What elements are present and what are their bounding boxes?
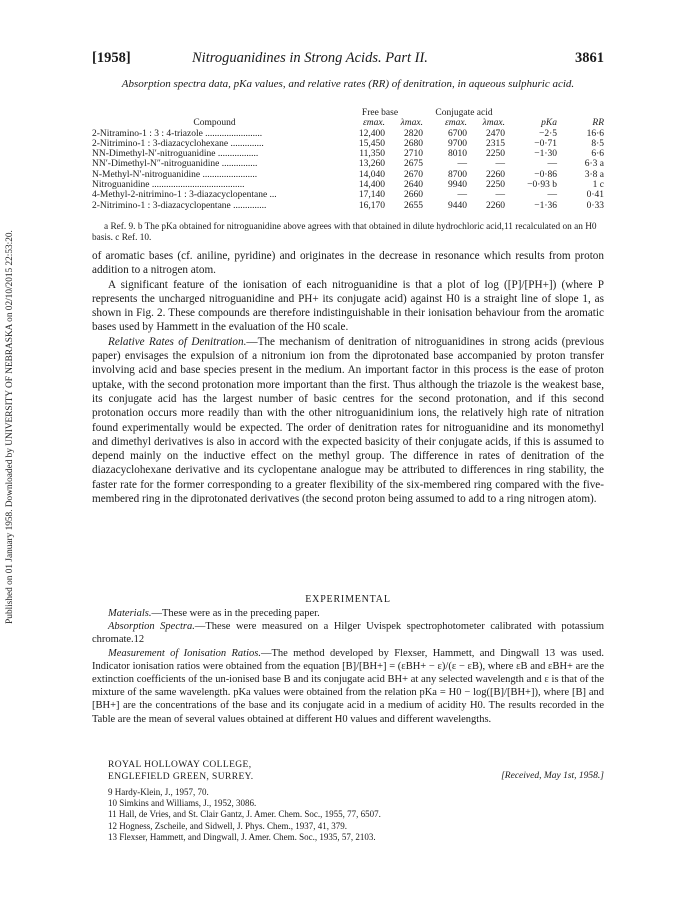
reference-item: 13 Flexser, Hammett, and Dingwall, J. Amer. Chem. Soc., 1935, 57, 2103. bbox=[108, 831, 376, 842]
col-emax: εmax. bbox=[363, 118, 385, 129]
running-header bbox=[92, 50, 604, 68]
run-in-heading: Measurement of Ionisation Ratios. bbox=[108, 647, 261, 659]
run-in-heading: Materials. bbox=[108, 608, 152, 619]
col-lmax: λmax. bbox=[482, 118, 505, 129]
section-run-in-heading: Relative Rates of Denitration. bbox=[108, 335, 247, 348]
paragraph: of aromatic bases (cf. aniline, pyridine) and originates in the decrease in resonance which results from proton addition to a nitrogen atom. bbox=[92, 250, 604, 277]
group-free-base: Free base bbox=[361, 108, 399, 118]
col-pka: pKa bbox=[541, 118, 557, 129]
paragraph: Measurement of Ionisation Ratios.—The method developed by Flexser, Hammett, and Dingwall 13 was used. Indicator ionisation ratios were obtained from the equation [B]/[BH+] = (εBH+ − ε)/(ε − εB), where εB and εBH+ are the extinction coefficients of the un-ionised base B and its conjugate acid BH+ at any selected wavelength and ε is that of the mixture of the same wavelength. pKa values were obtained from the relation pKa = H0 − log([B]/[BH+]), where [B] and [BH+] are the concentrations of the base and its conjugate acid in a medium of acidity H0. The results recorded in the Table are the mean of several values obtained at different H0 values and different wavelengths. bbox=[92, 647, 604, 725]
col-compound: Compound bbox=[193, 118, 236, 129]
affiliation: ROYAL HOLLOWAY COLLEGE, ENGLEFIELD GREEN, SURREY. bbox=[108, 760, 254, 782]
paragraph: Materials.—These were as in the preceding paper. bbox=[108, 608, 320, 619]
col-emax: εmax. bbox=[445, 118, 467, 129]
run-in-heading: Absorption Spectra. bbox=[108, 621, 195, 633]
reference-item: 12 Hogness, Zscheile, and Sidwell, J. Phys. Chem., 1937, 41, 379. bbox=[108, 820, 347, 831]
section-heading: EXPERIMENTAL bbox=[305, 594, 391, 605]
body-text bbox=[92, 249, 604, 506]
paragraph: A significant feature of the ionisation of each nitroguanidine is that a plot of log ([P]/[PH+]) (where P represents the uncharged nitroguanidine and PH+ its conjugate acid) against H0 is a straight line of slope 1, as shown in Fig. 2. These compounds are therefore indistinguishable in their ionisation behaviour from the aromatic bases used by Hammett in the evaluation of the H0 scale. bbox=[92, 278, 604, 334]
page-number: 3861 bbox=[575, 50, 604, 66]
table-row: Nitroguanidine ....................................... 14,400 2640 9940 2250 −0·93 b 1 c bbox=[92, 180, 604, 191]
col-rr: RR bbox=[592, 118, 604, 129]
table-row: 4-Methyl-2-nitrimino-1 : 3-diazacyclopentane ... 17,140 2660 — — — 0·41 bbox=[92, 190, 604, 201]
col-lmax: λmax. bbox=[400, 118, 423, 129]
experimental-text bbox=[92, 607, 604, 726]
reference-item: 9 Hardy-Klein, J., 1957, 70. bbox=[108, 787, 209, 797]
data-table bbox=[92, 108, 604, 211]
table-caption: Absorption spectra data, pKa values, and relative rates (RR) of denitration, in aqueous sulphuric acid. bbox=[121, 78, 575, 90]
table-group-header bbox=[92, 108, 604, 118]
year-label: [1958] bbox=[92, 50, 131, 66]
group-conjugate-acid: Conjugate acid bbox=[435, 108, 493, 118]
table-column-header bbox=[92, 118, 604, 128]
table-row: NN-Dimethyl-N′-nitroguanidine ................. 11,350 2710 8010 2250 −1·30 6·6 bbox=[92, 149, 604, 160]
table-row: 2-Nitramino-1 : 3 : 4-triazole ........................ 12,400 2820 6700 2470 −2·5 16·6 bbox=[92, 128, 604, 139]
reference-item: 10 Simkins and Williams, J., 1952, 3086. bbox=[108, 798, 257, 809]
table-row: 2-Nitrimino-1 : 3-diazacyclohexane .............. 15,450 2680 9700 2315 −0·71 8·5 bbox=[92, 138, 604, 149]
download-note: Published on 01 January 1958. Downloaded by UNIVERSITY OF NEBRASKA on 02/10/2015 22:53:20. bbox=[5, 230, 15, 624]
received-date: [Received, May 1st, 1958.] bbox=[501, 771, 604, 781]
paragraph: Absorption Spectra.—These were measured on a Hilger Uvispek spectrophotometer calibrated with potassium chromate.12 bbox=[92, 621, 604, 646]
running-title: Nitroguanidines in Strong Acids. Part II. bbox=[192, 50, 428, 66]
table-footnote: a Ref. 9. b The pKa obtained for nitroguanidine above agrees with that obtained in dilute hydrochloric acid,11 recalculated on an H0 basis. c Ref. 10. bbox=[92, 222, 597, 244]
table-row: NN′-Dimethyl-N″-nitroguanidine ............... 13,260 2675 — — — 6·3 a bbox=[92, 159, 604, 170]
table-row: N-Methyl-N′-nitroguanidine ....................... 14,040 2670 8700 2260 −0·86 3·8 a bbox=[92, 169, 604, 180]
download-watermark bbox=[2, 130, 16, 730]
reference-item: 11 Hall, de Vries, and St. Clair Gantz, J. Amer. Chem. Soc., 1955, 77, 6507. bbox=[108, 809, 381, 820]
table-row: 2-Nitrimino-1 : 3-diazacyclopentane .............. 16,170 2655 9440 2260 −1·36 0·33 bbox=[92, 200, 604, 211]
references bbox=[108, 787, 604, 843]
paragraph: Relative Rates of Denitration.—The mechanism of denitration of nitroguanidines in strong acids (previous paper) envisages the expulsion of a nitronium ion from the diprotonated base accompanied by proton transfer involving acid and base species present in the medium. An important factor in this process is the ease of proton uptake, with the second protonation more important than the first. Thus although the triazole is the weakest base, its conjugate acid has the largest number of basic centres for the second protonation, and if this second protonation occurs more readily than with the other nitroguanidinium ions, the relatively high rate of nitration found experimentally would be expected. The order of denitration rates for nitroguanidine and its monomethyl and dimethyl derivatives is also in accord with the expected basicity of their conjugate acids, if this is assumed to depend mainly on the inductive effect on the methyl group. The difference in rates of denitration of the diazacyclohexane derivative and its cyclopentane analogue may be attributed to differences in ring stability, the faster rate for the former corresponding to a greater flexibility of the six-membered ring compared with the five-membered ring in the diprotonated derivatives (the second proton being assumed to add to a ring nitrogen atom). bbox=[92, 335, 604, 506]
